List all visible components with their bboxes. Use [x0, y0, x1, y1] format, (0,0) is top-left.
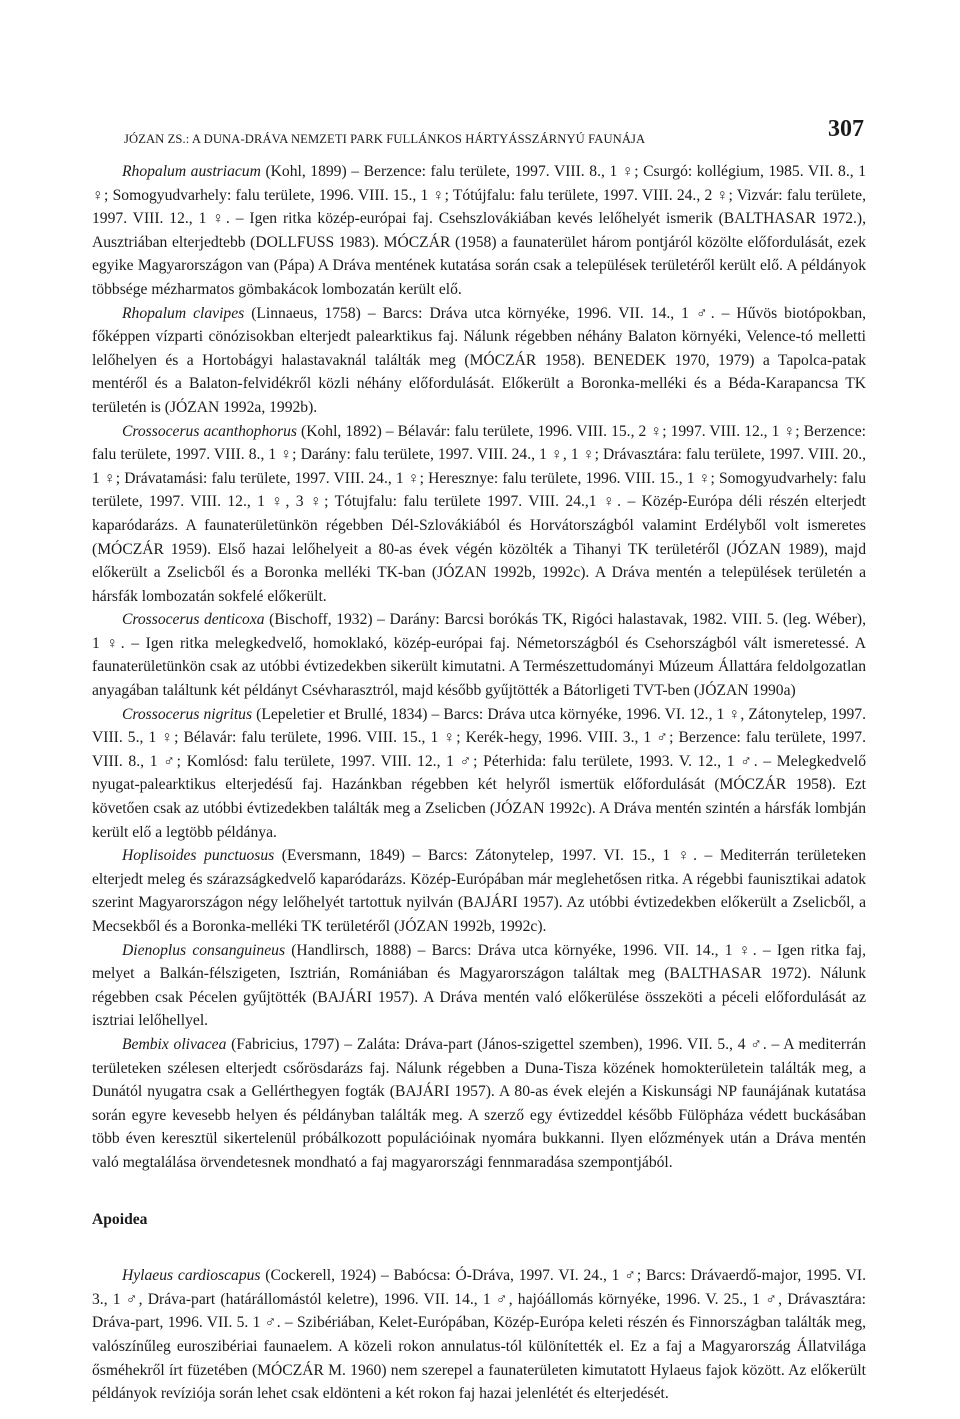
- entry-text: (Kohl, 1899) – Berzence: falu területe, 1997. VIII. 8., 1 ♀; Csurgó: kollégium, 1985. VII. 8., 1 ♀; Somogyudvarhely: falu területe, 1996. VIII. 15., 1 ♀; Tótújfalu: falu területe, 1997. VIII. 24., 2 ♀; Vizvár: falu területe, 1997. VIII. 12., 1 ♀. – Igen ritka közép-európai faj. Csehszlovákiában kevés lelőhelyét ismerik (BALTHASAR 1972.), Ausztriában elterjedtebb (DOLLFUSS 1983). MÓCZÁR (1958) a faunaterület három pontjáról közölte előfordulását, ezek egyike Magyarországon van (Pápa) A Dráva mentének kutatása során csak a települések területéről került elő. A példányok többsége mézharmatos gömbakácok lombozatán került elő.: [92, 163, 866, 298]
- species-name: Crossocerus acanthophorus: [122, 422, 298, 440]
- entry-text: (Eversmann, 1849) – Barcs: Zátonytelep, 1997. VI. 15., 1 ♀. – Mediterrán területeken elterjedt meleg és szárazságkedvelő kaparódarázs. Közép-Európában már meglehetősen ritka. A régebbi faunisztikai adatok szerint Magyarországon négy lelőhelyét tartottuk nyilván (BAJÁRI 1957). Az utóbbi évtizedekben előkerült a Zselicből, a Mecsekből és a Boronka-melléki TK területéről (JÓZAN 1992b, 1992c).: [92, 847, 866, 935]
- entry-text: (Kohl, 1892) – Bélavár: falu területe, 1996. VIII. 15., 2 ♀; 1997. VIII. 12., 1 ♀; Berzence: falu területe, 1997. VIII. 8., 1 ♀; Darány: falu területe, 1997. VIII. 24., 1 ♀, 1 ♀; Drávasztára: falu területe, 1997. VIII. 20., 1 ♀; Drávatamási: falu területe, 1997. VIII. 24., 1 ♀; Heresznye: falu területe, 1996. VIII. 15., 1 ♀; Somogyudvarhely: falu területe, 1997. VIII. 12., 1 ♀, 3 ♀; Tótujfalu: falu területe 1997. VIII. 24.,1 ♀. – Közép-Európa déli részén elterjedt kaparódarázs. A faunaterületünkön régebben Dél-Szlovákiából és Horvátországból valamint Erdélyből volt ismeretes (MÓCZÁR 1959). Első hazai lelőhelyeit a 80-as évek végén közölték a Tihanyi TK területéről (JÓZAN 1989), majd előkerült a Zselicből és a Boronka melléki TK-ban (JÓZAN 1992b, 1992c). A Dráva mentén a települések területén a hársfák lombozatán sokfelé előkerült.: [92, 422, 867, 605]
- species-entry: [92, 420, 866, 609]
- entry-text: (Handlirsch, 1888) – Barcs: Dráva utca környéke, 1996. VII. 14., 1 ♀. – Igen ritka faj, melyet a Balkán-félszigeten, Isztrián, Romániában és Magyarországon találtak meg (BALTHASAR 1972). Nálunk régebben csak Pécelen gyűjtötték (BAJÁRI 1957). A Dráva mentén való előkerülése összeköti a péceli előfordulását az isztriai lelőhellyel.: [92, 941, 866, 1030]
- species-name: Rhopalum austriacum: [122, 163, 261, 180]
- species-entry: [92, 302, 866, 420]
- entry-text: (Linnaeus, 1758) – Barcs: Dráva utca környéke, 1996. VII. 14., 1 ♂. – Hűvös biotópokban, főképpen vízparti cönózisokban elterjedt palearktikus faj. Nálunk régebben néhány Balaton környéki, Velence-tó melletti lelőhelyen és a Hortobágyi halastavaknál találták meg (MÓCZÁR 1958). BENEDEK 1970, 1979) a Tapolca-patak mentéről és a Balaton-felvidékről közli néhány előfordulását. Előkerült a Boronka-melléki és a Béda-Karapancsa TK területén is (JÓZAN 1992a, 1992b).: [92, 304, 867, 416]
- species-entry: [92, 1264, 866, 1406]
- entry-text: (Cockerell, 1924) – Babócsa: Ó-Dráva, 1997. VI. 24., 1 ♂; Barcs: Drávaerdő-major, 1995. VI. 3., 1 ♂, Dráva-part (határállomástól keletre), 1996. VII. 14., 1 ♂, hajóállomás környéke, 1996. V. 25., 1 ♂, Drávasztára: Dráva-part, 1996. VII. 5. 1 ♂. – Szibériában, Kelet-Európában, Közép-Európa keleti részén és Finnországban találták meg, valószínűleg euroszibériai faunaelem. A közeli rokon annulatus-tól különítették el. Ez a faj a Magyarország Állatvilága ősméhekről írt füzetében (MÓCZÁR M. 1960) nem szerepel a faunaterületen kimutatott Hylaeus fajok között. Az előkerült példányok revíziója során lehet csak eldönteni a két rokon faj hazai jelenlétét és elterjedését.: [92, 1267, 866, 1403]
- species-name: Dienoplus consanguineus: [122, 941, 286, 959]
- article-body: [92, 160, 866, 1406]
- species-entry: [92, 608, 866, 702]
- species-name: Bembix olivacea: [122, 1035, 227, 1053]
- page-number: 307: [828, 116, 864, 142]
- species-name: Hylaeus cardioscapus: [122, 1267, 261, 1285]
- entry-text: (Fabricius, 1797) – Zaláta: Dráva-part (János-szigettel szemben), 1996. VII. 5., 4 ♂. – A mediterrán területeken szélesen elterjedt csőrösdarázs faj. Nálunk régebben a Duna-Tisza közének homokterületein találták meg, a Dunától nyugatra csak a Gellérthegyen fogták (BAJÁRI 1957). A 80-as évek elején a Kiskunsági NP faunájának kutatása során egyre kevesebb helyen és példányban találták meg. A szerző egy évtizeddel később Fülöpháza védett buckásában több éven keresztül sikertelenül próbálkozott populációinak nyomára bukkanni. Ilyen előzmények után a Dráva mentén való megtalálása örvendetesnek mondható a faj magyarországi fennmaradása szempontjából.: [92, 1035, 866, 1171]
- species-entry: [92, 844, 866, 938]
- section-heading: Apoidea: [92, 1210, 148, 1228]
- running-head: [92, 118, 866, 152]
- species-name: Crossocerus denticoxa: [122, 611, 265, 629]
- species-entry: [92, 160, 866, 302]
- entry-text: (Bischoff, 1932) – Darány: Barcsi borókás TK, Rigóci halastavak, 1982. VIII. 5. (leg. Wéber), 1 ♀. – Igen ritka melegkedvelő, homoklakó, közép-európai faj. Németországból és Csehországból vált ismeretessé. A faunaterületünkön csak az utóbbi évtizedekben sikerült kimutatni. A Természettudományi Múzeum Állattára feldolgozatlan anyagában találtunk két példányt Csévharasztról, majd később gyűjtötték a Bátorligeti TVT-ben (JÓZAN 1990a): [92, 611, 866, 700]
- running-title: JÓZAN ZS.: A DUNA-DRÁVA NEMZETI PARK FULLÁNKOS HÁRTYÁSSZÁRNYÚ FAUNÁJA: [124, 132, 646, 146]
- species-name: Rhopalum clavipes: [122, 304, 245, 322]
- species-name: Crossocerus nigritus: [122, 705, 253, 723]
- species-name: Hoplisoides punctuosus: [122, 847, 275, 865]
- species-entry: [92, 1033, 866, 1175]
- species-entry: [92, 703, 866, 845]
- entry-text: (Lepeletier et Brullé, 1834) – Barcs: Dráva utca környéke, 1996. VI. 12., 1 ♀, Zátonytelep, 1997. VIII. 5., 1 ♀; Bélavár: falu területe, 1996. VIII. 15., 1 ♀; Kerék-hegy, 1996. VIII. 3., 1 ♂; Berzence: falu területe, 1997. VIII. 8., 1 ♂; Komlósd: falu területe, 1997. VIII. 12., 1 ♂; Péterhida: falu területe, 1993. V. 12., 1 ♂. – Melegkedvelő nyugat-palearktikus elterjedésű faj. Hazánkban régebben két helyről ismertük előfordulását (MÓCZÁR 1958). Ezt követően csak az utóbbi évtizedekben találták meg a Zselicben (JÓZAN 1992c). A Dráva mentén szintén a hársfák lombján került elő a legtöbb példánya.: [92, 705, 866, 841]
- species-entry: [92, 939, 866, 1033]
